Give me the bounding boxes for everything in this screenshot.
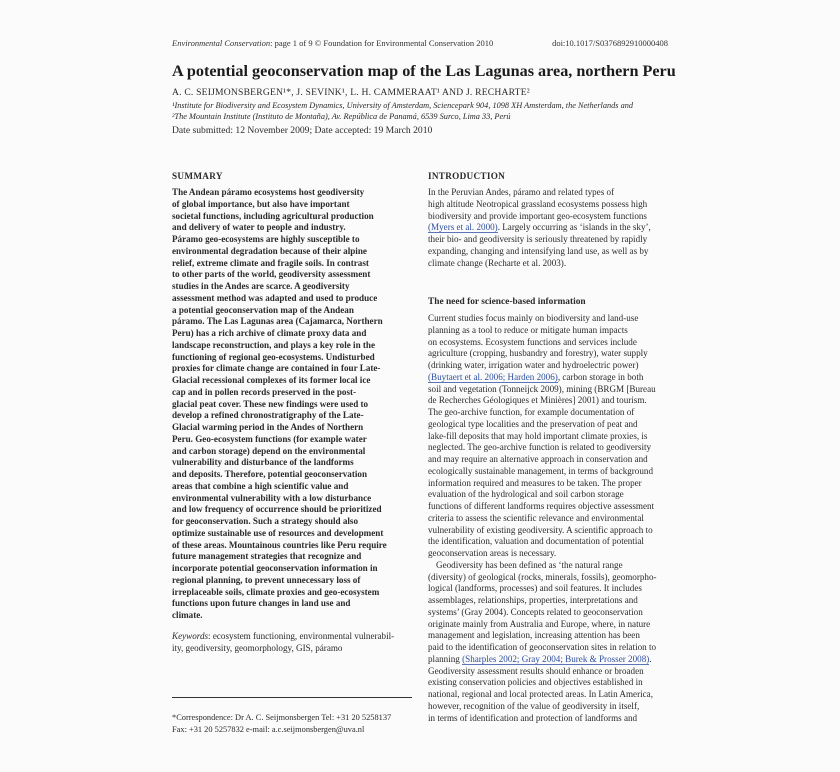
summary-line: páramo. The Las Lagunas area (Cajamarca, Northern xyxy=(172,316,383,327)
summary-line: glacial peat cover. These new findings were used to xyxy=(172,398,369,409)
summary-line: relief, extreme climate and fragile soils. In contrast xyxy=(172,257,369,268)
text-line: logical (landforms, processes) and soil features. It includes xyxy=(428,583,642,594)
summary-line: future management strategies that recognize and xyxy=(172,551,362,562)
summary-line: societal functions, including agricultural production xyxy=(172,210,374,221)
text-line: criteria to assess the scientific relevance and environmental xyxy=(428,512,644,523)
summary-line: areas that combine a high scientific value and xyxy=(172,480,349,491)
text-line: high altitude Neotropical grassland ecosystems possess high xyxy=(428,198,648,209)
text-line: vulnerability of existing geodiversity. A scientific approach to xyxy=(428,524,653,535)
summary-line: and delivery of water to people and industry. xyxy=(172,222,346,233)
affiliation-2: ²The Mountain Institute (Instituto de Montaña), Av. República de Panamá, 6539 Surco, Lima 33, Perú xyxy=(172,112,511,121)
text-line: (diversity) of geological (rocks, minerals, fossils), geomorpho- xyxy=(428,571,657,582)
introduction-text xyxy=(428,187,668,269)
submission-dates: Date submitted: 12 November 2009; Date accepted: 19 March 2010 xyxy=(172,125,433,136)
summary-line: and low frequency of occurrence should be prioritized xyxy=(172,504,382,515)
paper-title: A potential geoconservation map of the Las Lagunas area, northern Peru xyxy=(172,62,676,80)
citation-link[interactable]: (Sharples 2002; Gray 2004; Burek & Prosser 2008) xyxy=(462,653,650,664)
summary-line: vulnerability and disturbance of the landforms xyxy=(172,457,354,468)
summary-line: develop a refined chronostratigraphy of the Late- xyxy=(172,410,364,421)
summary-line: functions upon future changes in land use and xyxy=(172,598,351,609)
text-line: soil and vegetation (Tonneijck 2009), mining (BRGM [Bureau xyxy=(428,383,656,394)
summary-line: climate. xyxy=(172,610,203,620)
text-line: geoconservation areas is necessary. xyxy=(428,548,557,558)
text-line: biodiversity and provide important geo-ecosystem functions xyxy=(428,210,647,221)
text-line: originate mainly from Australia and Europe, where, in nature xyxy=(428,618,651,629)
text-line: In the Peruvian Andes, páramo and related types of xyxy=(428,187,615,197)
text-line: . xyxy=(649,653,652,664)
text-line: information required and measures to be taken. The proper xyxy=(428,477,642,488)
journal-name: Environmental Conservation xyxy=(172,38,271,48)
summary-line: a potential geoconservation map of the Andean xyxy=(172,304,354,315)
text-line: the identification, valuation and documentation of potential xyxy=(428,536,644,547)
keywords-block xyxy=(172,631,412,655)
subsection-heading: The need for science-based information xyxy=(428,297,586,307)
correspondence-footnote xyxy=(172,712,391,735)
footnote-line-1: *Correspondence: Dr A. C. Seijmonsbergen Tel: +31 20 5258137 xyxy=(172,713,392,722)
summary-line: optimize sustainable use of resources and development xyxy=(172,527,384,538)
text-line: Geodiversity assessment results should enhance or broaden xyxy=(428,665,644,676)
text-line: however, recognition of the value of geodiversity in itself, xyxy=(428,700,640,711)
citation-link[interactable]: (Myers et al. 2000) xyxy=(428,222,498,233)
summary-line: to other parts of the world, geodiversity assessment xyxy=(172,269,371,280)
text-line: assemblages, relationships, properties, interpretations and xyxy=(428,595,638,605)
running-header xyxy=(172,38,493,48)
text-line: planning xyxy=(428,653,463,664)
text-line: existing conservation policies and objectives established in xyxy=(428,677,643,688)
text-line: Geodiversity has been defined as ‘the natural range xyxy=(436,559,623,570)
text-line: on ecosystems. Ecosystem functions and services include xyxy=(428,336,637,347)
citation-link[interactable]: (Buytaert et al. 2006; Harden 2006) xyxy=(428,371,558,382)
keywords-line-2: ity, geodiversity, geomorphology, GIS, páramo xyxy=(172,642,343,653)
text-line: (drinking water, irrigation water and hydroelectric power) xyxy=(428,360,639,370)
keywords-label: Keywords xyxy=(172,631,209,641)
text-line: de Recherches Géologiques et Minières] 2001) and tourism. xyxy=(428,395,647,406)
keywords-line-1: : ecosystem functioning, environmental vulnerabil- xyxy=(208,631,395,641)
summary-line: of these areas. Mountainous countries like Peru require xyxy=(172,539,387,550)
text-line: Current studies focus mainly on biodiversity and land-use xyxy=(428,313,639,323)
summary-line: of global importance, but also have important xyxy=(172,198,350,209)
summary-line: and carbon storage) depend on the environmental xyxy=(172,445,366,456)
text-line: systems’ (Gray 2004). Concepts related to geoconservation xyxy=(428,606,643,617)
text-line: agriculture (cropping, husbandry and forestry), water supply xyxy=(428,348,648,359)
summary-line: Peru) has a rich archive of climate proxy data and xyxy=(172,328,367,338)
text-line: expanding, changing and intensifying land use, as well as by xyxy=(428,245,649,256)
introduction-heading: INTRODUCTION xyxy=(428,171,506,181)
summary-line: environmental degradation because of their alpine xyxy=(172,245,367,256)
summary-text xyxy=(172,187,412,622)
summary-line: Glacial warming period in the Andes of Northern xyxy=(172,422,364,432)
summary-line: Páramo geo-ecosystems are highly susceptible to xyxy=(172,234,360,244)
summary-line: and deposits. Therefore, potential geoconservation xyxy=(172,469,368,479)
text-line: climate change (Recharte et al. 2003). xyxy=(428,257,567,268)
text-line: management and legislation, increasing attention has been xyxy=(428,630,640,641)
text-line: and may require an alternative approach in conservation and xyxy=(428,454,648,464)
text-line: neglected. The geo-archive function is related to geodiversity xyxy=(428,442,652,453)
summary-line: irreplaceable soils, climate proxies and geo-ecosystem xyxy=(172,586,380,597)
summary-line: environmental vulnerability with a low disturbance xyxy=(172,492,372,503)
page-info: : page 1 of 9 © Foundation for Environmental Conservation 2010 xyxy=(270,38,494,48)
text-line: functions of different landforms requires objective assessment xyxy=(428,501,655,511)
summary-line: studies in the Andes are scarce. A geodiversity xyxy=(172,281,350,291)
summary-line: functioning of regional geo-ecosystems. Undisturbed xyxy=(172,351,375,362)
summary-line: for geoconservation. Such a strategy should also xyxy=(172,516,359,526)
text-line: . Largely occurring as ‘islands in the sky’, xyxy=(497,222,651,233)
text-line: in terms of identification and protection of landforms and xyxy=(428,712,638,723)
text-line: planning as a tool to reduce or mitigate human impacts xyxy=(428,324,628,335)
summary-line: regional planning, to prevent unnecessary loss of xyxy=(172,574,361,585)
summary-line: landscape reconstruction, and plays a key role in the xyxy=(172,339,376,350)
text-line: national, regional and local protected areas. In Latin America, xyxy=(428,689,653,699)
affiliation-1: ¹Institute for Biodiversity and Ecosystem Dynamics, University of Amsterdam, Sciencepark 904, 1098 XH Amsterdam, the Netherlands and xyxy=(172,101,634,110)
summary-heading: SUMMARY xyxy=(172,171,223,181)
summary-line: Peru. Geo-ecosystem functions (for example water xyxy=(172,433,367,444)
need-section-text xyxy=(428,313,668,724)
doi-link[interactable]: doi:10.1017/S0376892910000408 xyxy=(552,38,668,48)
text-line: lake-fill deposits that may hold important climate proxies, is xyxy=(428,430,648,441)
summary-line: assessment method was adapted and used to produce xyxy=(172,292,378,303)
footnote-line-2: Fax: +31 20 5257832 e-mail: a.c.seijmonsbergen@uva.nl xyxy=(172,724,365,734)
summary-line: Glacial recessional complexes of its former local ice xyxy=(172,375,371,385)
text-line: ecologically sustainable management, in terms of background xyxy=(428,465,653,476)
summary-line: incorporate potential geoconservation information in xyxy=(172,563,378,573)
footnote-divider xyxy=(172,697,412,698)
text-line: paid to the identification of geoconservation sites in relation to xyxy=(428,642,657,652)
text-line: their bio- and geodiversity is seriously threatened by rapidly xyxy=(428,234,648,244)
summary-line: The Andean páramo ecosystems host geodiversity xyxy=(172,187,365,197)
summary-line: proxies for climate change are contained in four Late- xyxy=(172,363,381,374)
text-line: , carbon storage in both xyxy=(557,371,644,382)
author-list: A. C. SEIJMONSBERGEN¹*, J. SEVINK¹, L. H. CAMMERAAT¹ AND J. RECHARTE² xyxy=(172,87,530,98)
summary-line: cap and in pollen records preserved in the post- xyxy=(172,386,357,397)
text-line: evaluation of the hydrological and soil carbon storage xyxy=(428,489,624,500)
text-line: The geo-archive function, for example documentation of xyxy=(428,407,635,417)
text-line: geological type localities and the preservation of peat and xyxy=(428,418,638,429)
